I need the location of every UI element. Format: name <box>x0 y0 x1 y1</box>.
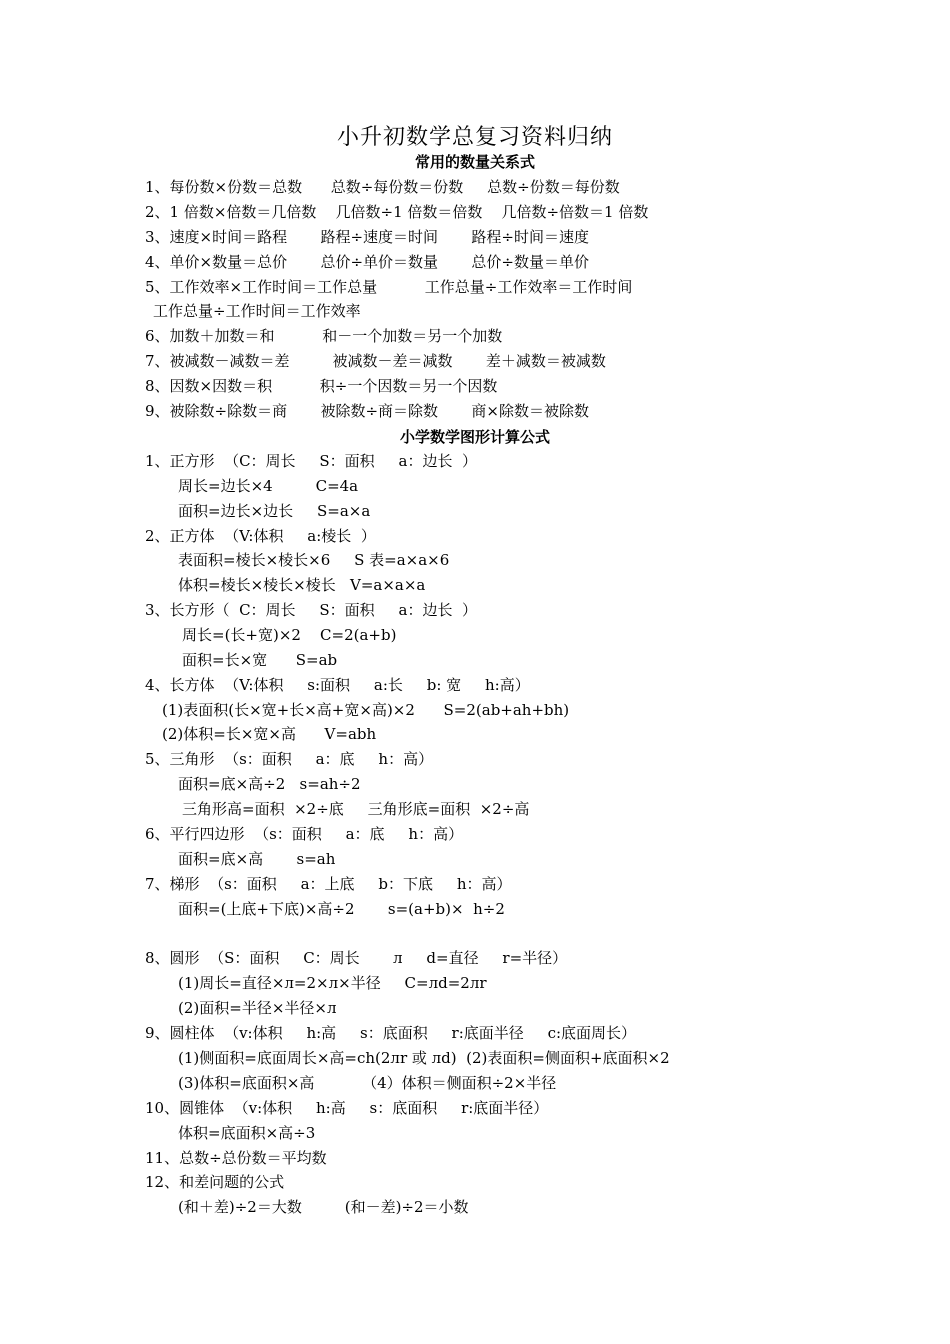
text-line: 3、长方形（ C：周长 S：面积 a：边长 ） <box>145 601 477 619</box>
text-line: 8、因数×因数＝积 积÷一个因数＝另一个因数 <box>145 377 498 395</box>
text-line: 4、长方体 （V:体积 s:面积 a:长 b: 宽 h:高） <box>145 676 530 694</box>
text-line: 面积=长×宽 S=ab <box>182 651 338 669</box>
section-title-quantity-relations: 常用的数量关系式 <box>414 153 535 171</box>
text-line: 7、被减数－减数＝差 被减数－差＝减数 差＋减数＝被减数 <box>145 352 606 370</box>
text-line: 1、正方形 （C：周长 S：面积 a：边长 ） <box>145 452 477 470</box>
text-line: 周长=(长+宽)×2 C=2(a+b) <box>182 626 397 644</box>
text-line: (2)面积=半径×半径×л <box>178 999 337 1017</box>
text-line: (1)侧面积=底面周长×高=ch(2лr 或 лd) (2)表面积=侧面积+底面积×2 <box>178 1049 670 1067</box>
text-line: 面积=(上底+下底)×高÷2 s=(a+b)× h÷2 <box>178 900 505 918</box>
text-line: 5、三角形 （s：面积 a：底 h：高） <box>145 750 434 768</box>
text-line: 3、速度×时间＝路程 路程÷速度＝时间 路程÷时间＝速度 <box>145 228 590 246</box>
text-line: (2)体积=长×宽×高 V=abh <box>162 725 377 743</box>
text-line: 面积=底×高÷2 s=ah÷2 <box>178 775 361 793</box>
text-line: 9、圆柱体 （v:体积 h:高 s：底面积 r:底面半径 c:底面周长） <box>145 1024 637 1042</box>
text-line: 6、加数＋加数＝和 和－一个加数＝另一个加数 <box>145 327 503 345</box>
text-line: 8、圆形 （S：面积 C：周长 л d=直径 r=半径） <box>145 949 568 967</box>
text-line: (和＋差)÷2＝大数 (和－差)÷2＝小数 <box>178 1198 469 1216</box>
text-line: 4、单价×数量＝总价 总价÷单价＝数量 总价÷数量＝单价 <box>145 253 590 271</box>
text-line: 2、1 倍数×倍数＝几倍数 几倍数÷1 倍数＝倍数 几倍数÷倍数＝1 倍数 <box>145 203 649 221</box>
text-line: 9、被除数÷除数＝商 被除数÷商＝除数 商×除数＝被除数 <box>145 402 590 420</box>
text-line: 工作总量÷工作时间＝工作效率 <box>153 302 361 320</box>
text-line: (1)周长=直径×л=2×л×半径 C=лd=2лr <box>178 974 487 992</box>
section-title-shape-formulas: 小学数学图形计算公式 <box>399 428 550 446</box>
text-line: 12、和差问题的公式 <box>145 1173 285 1191</box>
text-line: 1、每份数×份数＝总数 总数÷每份数＝份数 总数÷份数＝每份数 <box>145 178 620 196</box>
text-line: (3)体积=底面积×高 （4）体积＝侧面积÷2×半径 <box>178 1074 557 1092</box>
text-line: 体积=棱长×棱长×棱长 V=a×a×a <box>178 576 426 594</box>
text-line: 6、平行四边形 （s：面积 a：底 h：高） <box>145 825 464 843</box>
text-line: 体积=底面积×高÷3 <box>178 1124 316 1142</box>
text-line: (1)表面积(长×宽+长×高+宽×高)×2 S=2(ab+ah+bh) <box>162 701 570 719</box>
text-line: 周长=边长×4 C=4a <box>178 477 359 495</box>
text-line: 表面积=棱长×棱长×6 S 表=a×a×6 <box>178 551 450 569</box>
text-line: 面积=边长×边长 S=a×a <box>178 502 371 520</box>
document-title: 小升初数学总复习资料归纳 <box>336 125 613 150</box>
text-line: 10、圆锥体 （v:体积 h:高 s：底面积 r:底面半径） <box>145 1099 549 1117</box>
text-line: 2、正方体 （V:体积 a:棱长 ） <box>145 527 376 545</box>
text-line: 5、工作效率×工作时间＝工作总量 工作总量÷工作效率＝工作时间 <box>145 278 633 296</box>
text-line: 11、总数÷总份数＝平均数 <box>145 1149 327 1167</box>
text-line: 7、梯形 （s：面积 a：上底 b：下底 h：高） <box>145 875 512 893</box>
text-line: 三角形高=面积 ×2÷底 三角形底=面积 ×2÷高 <box>182 800 530 818</box>
text-line: 面积=底×高 s=ah <box>178 850 336 868</box>
